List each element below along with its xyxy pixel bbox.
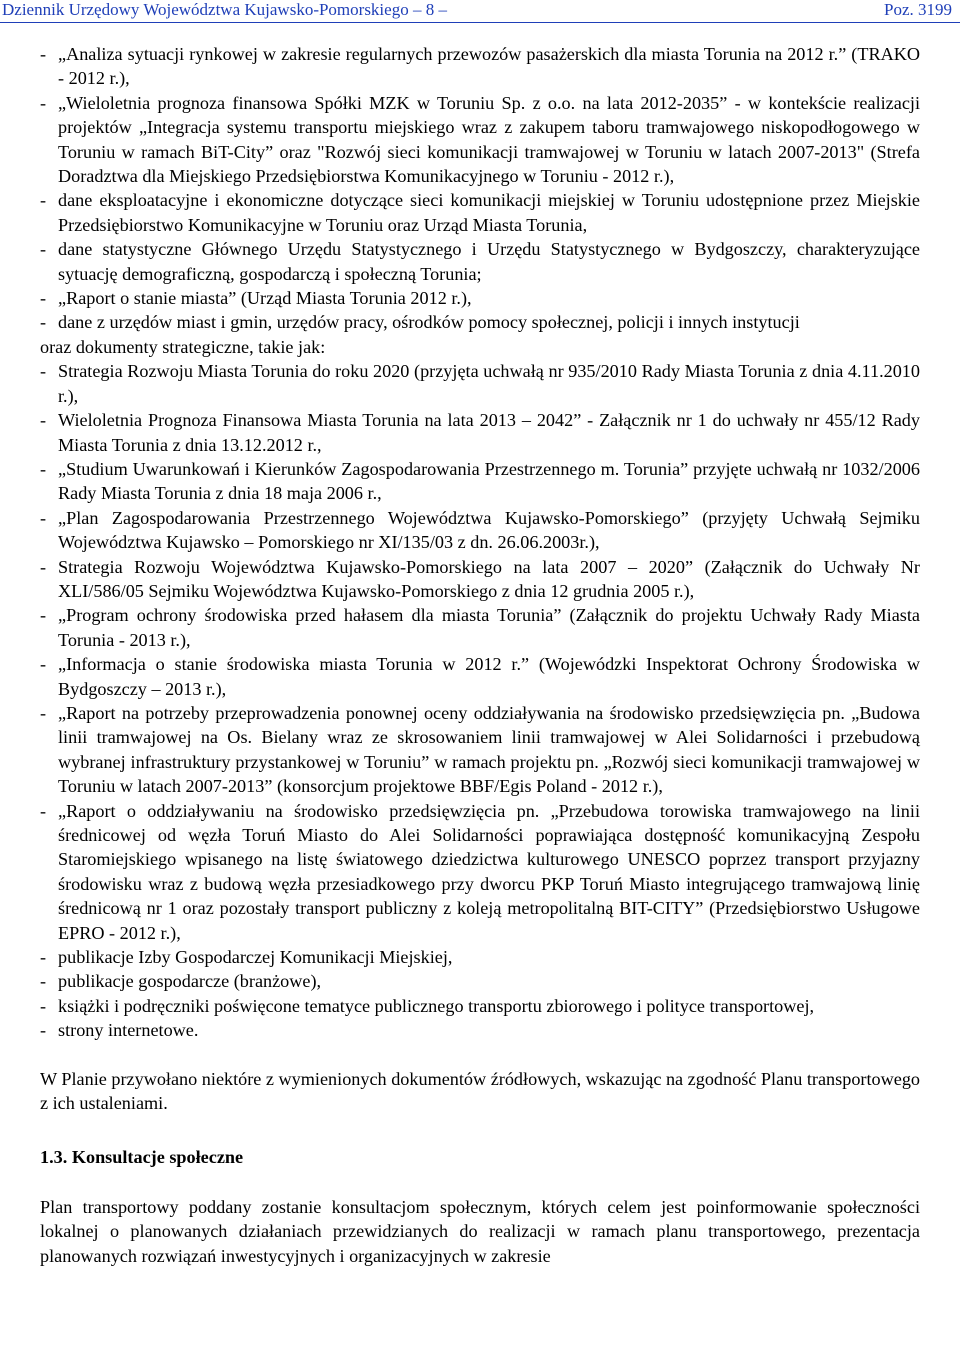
list-item: - „Raport o stanie miasta” (Urząd Miasta Torunia 2012 r.),	[40, 288, 472, 309]
list-item: - dane eksploatacyjne i ekonomiczne dotyczące sieci komunikacji miejskiej w Toruniu udostępnione przez Miejskie Przedsiębiorstwo Komunikacyjne w Toruniu oraz Urząd Miasta Torunia,	[40, 190, 920, 235]
list-item: - „Wieloletnia prognoza finansowa Spółki MZK w Toruniu Sp. z o.o. na lata 2012-2035” - w kontekście realizacji projektów „Integracja systemu transportu miejskiego wraz z zakupem taboru tramwajowego niskopodłogowego w Toruniu w ramach BiT-City” oraz "Rozwój sieci komunikacji tramwajowej w Toruniu w latach 2007-2013" (Strefa Doradztwa dla Miejskiego Przedsiębiorstwa Komunikacyjnego w Toruniu - 2012 r.),	[40, 92, 920, 187]
section-heading: 1.3. Konsultacje społeczne	[40, 1147, 244, 1168]
list-item: - dane z urzędów miast i gmin, urzędów pracy, ośrodków pomocy społecznej, policji i innych instytucji	[40, 312, 800, 333]
list-item: - książki i podręczniki poświęcone tematyce publicznego transportu zbiorowego i polityce transportowej,	[40, 995, 815, 1016]
list-item: - „Raport na potrzeby przeprowadzenia ponownej oceny oddziaływania na środowisko przedsięwzięcia pn. „Budowa linii tramwajowej na Os. Bielany wraz ze skrosowaniem linii tramwajowej w Alei Solidarności i przebudową wybranej infrastruktury przystankowej w Toruniu” w ramach projektu pn. „Rozwój sieci komunikacji tramwajowej w Toruniu w latach 2007-2013” (konsorcjum projektowe BBF/Egis Poland - 2012 r.),	[40, 702, 920, 797]
document-body	[40, 42, 920, 1268]
list-item: - publikacje gospodarcze (branżowe),	[40, 971, 322, 992]
position-number: Poz. 3199	[884, 0, 952, 19]
list-item: - Strategia Rozwoju Województwa Kujawsko-Pomorskiego na lata 2007 – 2020” (Załącznik do Uchwały Nr XLI/586/05 Sejmiku Województwa Kujawsko-Pomorskiego z dnia 12 grudnia 2005 r.),	[40, 556, 920, 601]
list-item: - „Plan Zagospodarowania Przestrzennego Województwa Kujawsko-Pomorskiego” (przyjęty Uchwałą Sejmiku Województwa Kujawsko – Pomorskiego nr XI/135/03 z dn. 26.06.2003r.),	[40, 507, 920, 553]
strategic-intro: oraz dokumenty strategiczne, takie jak:	[40, 336, 326, 357]
page-header	[0, 0, 960, 26]
header-rule	[0, 22, 960, 23]
section-paragraph: Plan transportowy poddany zostanie konsultacjom społecznym, których celem jest poinformowanie społeczności lokalnej o planowanych działaniach przewidzianych do realizacji w ramach planu transportowego, prezentacja planowanych rozwiązań inwestycyjnych i organizacyjnych w zakresie	[40, 1196, 920, 1266]
list-item: - Wieloletnia Prognoza Finansowa Miasta Torunia na lata 2013 – 2042” - Załącznik nr 1 do uchwały nr 455/12 Rady Miasta Torunia z dnia 13.12.2012 r.,	[40, 410, 920, 455]
list-item: - strony internetowe.	[40, 1020, 199, 1041]
list-item: - „Informacja o stanie środowiska miasta Torunia w 2012 r.” (Wojewódzki Inspektorat Ochrony Środowiska w Bydgoszczy – 2013 r.),	[40, 654, 920, 699]
journal-title: Dziennik Urzędowy Województwa Kujawsko-Pomorskiego – 8 –	[2, 0, 447, 19]
list-item: - dane statystyczne Głównego Urzędu Statystycznego i Urzędu Statystycznego w Bydgoszczy, charakteryzujące sytuację demograficzną, gospodarczą i społeczną Torunia;	[40, 239, 920, 284]
list-item: - publikacje Izby Gospodarczej Komunikacji Miejskiej,	[40, 947, 453, 968]
list-item: - „Studium Uwarunkowań i Kierunków Zagospodarowania Przestrzennego m. Torunia” przyjęte uchwałą nr 1032/2006 Rady Miasta Torunia z dnia 18 maja 2006 r.,	[40, 458, 920, 504]
list-item: - „Raport o oddziaływaniu na środowisko przedsięwzięcia pn. „Przebudowa torowiska tramwajowego na linii średnicowej od węzła Toruń Miasto do Alei Solidarności poprawiająca dostępność komunikacyjną Zespołu Staromiejskiego wpisanego na listę światowego dziedzictwa kulturowego UNESCO poprzez transport przyjazny środowisku wraz z budową węzła przesiadkowego przy dworcu PKP Toruń Miasto integrującego tramwajową linię średnicową nr 1 oraz pozostały transport publiczny z koleją metropolitalną BIT-CITY” (Przedsiębiorstwo Usługowe EPRO - 2012 r.),	[40, 800, 920, 943]
list-item: - „Program ochrony środowiska przed hałasem dla miasta Torunia” (Załącznik do projektu Uchwały Rady Miasta Torunia - 2013 r.),	[40, 605, 920, 650]
list-item: - „Analiza sytuacji rynkowej w zakresie regularnych przewozów pasażerskich dla miasta Torunia na 2012 r.” (TRAKO - 2012 r.),	[40, 44, 920, 89]
list-item: - Strategia Rozwoju Miasta Torunia do roku 2020 (przyjęta uchwałą nr 935/2010 Rady Miasta Torunia z dnia 4.11.2010 r.),	[40, 361, 920, 406]
closing-paragraph: W Planie przywołano niektóre z wymienionych dokumentów źródłowych, wskazując na zgodność Planu transportowego z ich ustaleniami.	[40, 1068, 921, 1114]
